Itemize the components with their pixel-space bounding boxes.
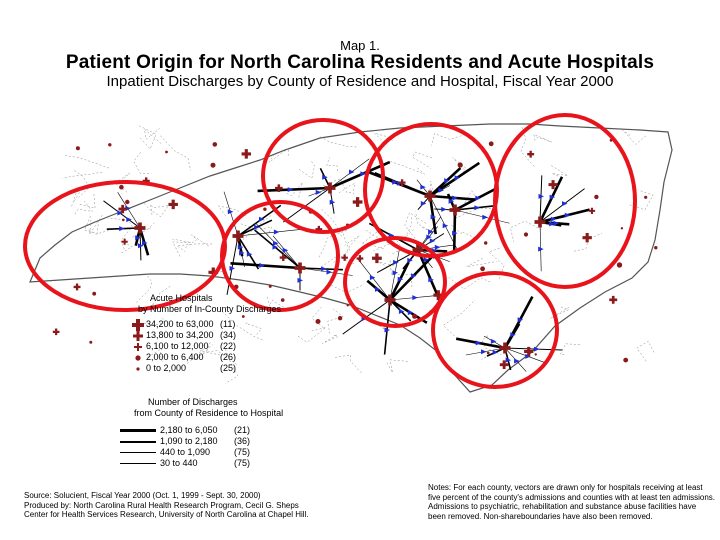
discharge-legend-row: 30 to 440 (75) bbox=[120, 458, 283, 469]
map-notes: Notes: For each county, vectors are drawn only for hospitals receiving at least five percent of the county's admissions and counties with at least ten admissions. Admissions to psychiatric, rehabilitation and substance abuse facilities have been removed. Non-shareboundaries have also been removed. bbox=[428, 483, 716, 521]
hospital-dot-icon bbox=[119, 185, 124, 190]
hospital-dot-icon bbox=[92, 292, 96, 296]
small-dot-icon bbox=[130, 367, 146, 371]
large-cross-icon bbox=[130, 319, 146, 331]
discharge-legend-subheading: from County of Residence to Hospital bbox=[134, 408, 284, 418]
hospital-dot-icon bbox=[122, 219, 125, 222]
discharge-legend-row: 440 to 1,090 (75) bbox=[120, 447, 283, 458]
hospital-dot-icon bbox=[535, 353, 537, 355]
hospital-dot-icon bbox=[623, 358, 628, 363]
hospital-dot-icon bbox=[281, 298, 285, 302]
hospital-legend-heading: Acute Hospitals bbox=[150, 293, 213, 303]
county-border bbox=[328, 309, 344, 334]
county-border bbox=[637, 341, 655, 361]
hospital-cross-icon bbox=[74, 284, 81, 291]
county-border bbox=[560, 344, 582, 355]
hospital-dot-icon bbox=[269, 285, 272, 288]
dot-icon bbox=[130, 355, 146, 361]
discharge-legend bbox=[120, 397, 283, 469]
county-border bbox=[160, 136, 190, 171]
hospital-dot-icon bbox=[125, 200, 129, 204]
medium-cross-icon bbox=[130, 331, 146, 341]
hospital-dot-icon bbox=[211, 163, 216, 168]
discharge-legend-row: 2,180 to 6,050 (21) bbox=[120, 425, 283, 436]
hospital-dot-icon bbox=[108, 143, 111, 146]
hospital-dot-icon bbox=[165, 151, 168, 154]
county-border bbox=[145, 129, 162, 144]
county-border bbox=[75, 171, 90, 198]
map-title: Patient Origin for North Carolina Residents and Acute Hospitals bbox=[65, 52, 655, 73]
county-border bbox=[64, 155, 110, 168]
hospital-legend bbox=[130, 293, 281, 374]
hospital-dot-icon bbox=[617, 262, 622, 267]
hospital-dot-icon bbox=[213, 142, 218, 147]
hospital-dot-icon bbox=[489, 141, 494, 146]
hospital-legend-row: 13,800 to 34,200 (34) bbox=[130, 330, 281, 341]
hospital-dot-icon bbox=[458, 162, 463, 167]
county-border bbox=[312, 307, 323, 328]
hospital-legend-row: 34,200 to 63,000 (11) bbox=[130, 319, 281, 330]
map-subtitle: Inpatient Discharges by County of Residence and Hospital, Fiscal Year 2000 bbox=[106, 73, 614, 90]
hospital-dot-icon bbox=[594, 195, 598, 199]
hospital-dot-icon bbox=[654, 246, 657, 249]
hospital-dot-icon bbox=[480, 266, 485, 271]
county-border bbox=[322, 335, 338, 344]
medium-line-icon bbox=[120, 436, 160, 447]
hospital-dot-icon bbox=[484, 241, 487, 244]
hospital-dot-icon bbox=[644, 196, 647, 199]
thick-line-icon bbox=[120, 425, 160, 436]
county-border bbox=[79, 194, 96, 208]
hospital-dot-icon bbox=[487, 352, 490, 355]
county-border bbox=[75, 201, 93, 214]
hospital-cross-icon bbox=[242, 149, 251, 158]
hairline-icon bbox=[120, 458, 160, 469]
county-border bbox=[134, 152, 149, 174]
hospital-dot-icon bbox=[338, 316, 342, 320]
map-number: Map 1. bbox=[340, 38, 380, 53]
discharge-legend-row: 1,090 to 2,180 (36) bbox=[120, 436, 283, 447]
hospital-dot-icon bbox=[316, 319, 321, 324]
hospital-dot-icon bbox=[89, 341, 92, 344]
discharge-vector bbox=[454, 210, 455, 252]
hospital-legend-subheading: by Number of In-County Discharges bbox=[138, 304, 282, 314]
source-citation: Source: Solucient, Fiscal Year 2000 (Oct. 1, 1999 - Sept. 30, 2000) Produced by: North Carolina Rural Health Research Program, Cecil G. Sheps Center for Health Services Research, University of North Carolina at Chapel Hill. bbox=[24, 491, 309, 519]
discharge-legend-heading: Number of Discharges bbox=[148, 397, 238, 407]
hospital-dot-icon bbox=[263, 208, 266, 211]
hospital-legend-row: 2,000 to 6,400 (26) bbox=[130, 352, 281, 363]
hospital-cross-icon bbox=[609, 296, 617, 304]
county-border bbox=[137, 125, 156, 149]
thin-line-icon bbox=[120, 447, 160, 458]
hospital-legend-row: 6,100 to 12,000 (22) bbox=[130, 341, 281, 352]
hospital-cross-icon bbox=[53, 329, 60, 336]
hospital-dot-icon bbox=[621, 227, 623, 229]
hospital-dot-icon bbox=[524, 232, 528, 236]
small-cross-icon bbox=[130, 343, 146, 351]
county-border bbox=[62, 172, 102, 178]
hospital-dot-icon bbox=[347, 304, 349, 306]
hospital-legend-row: 0 to 2,000 (25) bbox=[130, 363, 281, 374]
county-border bbox=[387, 360, 409, 373]
hospital-dot-icon bbox=[76, 146, 80, 150]
county-border bbox=[298, 327, 326, 342]
county-border bbox=[335, 355, 362, 374]
hospital-dot-icon bbox=[412, 314, 417, 319]
